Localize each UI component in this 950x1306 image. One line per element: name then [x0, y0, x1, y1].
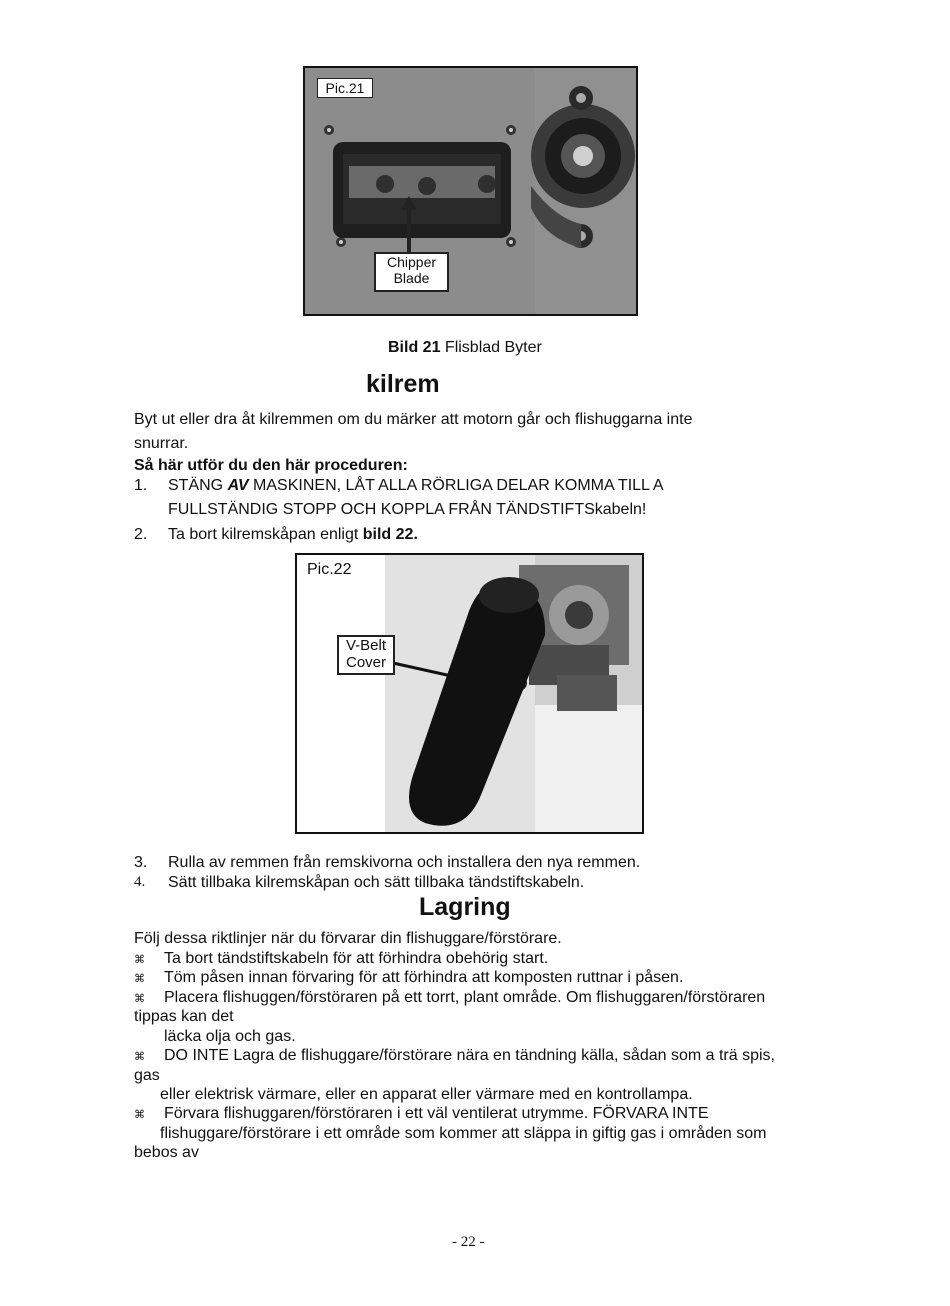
bullet-3-line-1: Placera flishuggen/förstöraren på ett torrt, plant område. Om flishuggaren/förstöraren: [164, 989, 766, 1006]
bullet-3-line-3: läcka olja och gas.: [164, 1028, 296, 1045]
storage-intro: Följ dessa riktlinjer när du förvarar din flishuggare/förstörare.: [134, 930, 562, 947]
step-3-text: Rulla av remmen från remskivorna och installera den nya remmen.: [168, 854, 641, 871]
bullet-1: Ta bort tändstiftskabeln för att förhindra obehörig start.: [164, 950, 549, 967]
step-4-text: Sätt tillbaka kilremskåpan och sätt tillbaka tändstiftskabeln.: [168, 874, 585, 891]
step-2-text: [168, 525, 418, 544]
page-number: - 22 -: [452, 1234, 485, 1250]
chipper-blade-callout: [374, 252, 449, 292]
intro-line-2: snurrar.: [134, 435, 189, 452]
bullet-4-line-3: eller elektrisk värmare, eller en apparat eller värmare med en kontrollampa.: [160, 1086, 693, 1103]
v-belt-cover-illustration: [297, 555, 642, 832]
step-1-number: 1.: [134, 477, 148, 494]
figure-21-tag: [317, 78, 373, 98]
step-2-number: 2.: [134, 526, 148, 543]
section-heading-kilrem: kilrem: [366, 370, 440, 398]
step-2-pre: Ta bort kilremskåpan enligt: [168, 526, 363, 543]
figure-22-tag: Pic.22: [307, 561, 352, 578]
bullet-command-icon: ⌘: [134, 992, 145, 1005]
intro-line-1: Byt ut eller dra åt kilremmen om du märker att motorn går och flishuggarna inte: [134, 411, 693, 428]
step-1-post: MASKINEN, LÅT ALLA RÖRLIGA DELAR KOMMA TILL A: [248, 477, 664, 494]
bullet-4-line-1: DO INTE Lagra de flishuggare/förstörare nära en tändning källa, sådan som a trä spis,: [164, 1047, 775, 1064]
bullet-5-line-2: flishuggare/förstörare i ett område som kommer att släppa in giftig gas i områden som: [160, 1125, 767, 1142]
step-1-text: [168, 476, 664, 495]
bullet-command-icon: ⌘: [134, 1108, 145, 1121]
bullet-command-icon: ⌘: [134, 1050, 145, 1063]
step-1-line-2: FULLSTÄNDIG STOPP OCH KOPPLA FRÅN TÄNDSTIFTSkabeln!: [168, 501, 647, 518]
caption-label: Bild 21: [388, 339, 441, 356]
figure-22-photo: [295, 553, 644, 834]
callout-line-1: V-Belt: [345, 637, 387, 654]
step-2-ref: bild 22.: [362, 526, 418, 543]
caption-text: Flisblad Byter: [440, 339, 542, 356]
step-3-number: 3.: [134, 854, 148, 871]
step-1-pre: STÄNG: [168, 477, 228, 494]
figure-21-tag-text: Pic.21: [325, 80, 365, 96]
bullet-2: Töm påsen innan förvaring för att förhindra att komposten ruttnar i påsen.: [164, 969, 684, 986]
bullet-5-line-1: Förvara flishuggaren/förstöraren i ett väl ventilerat utrymme. FÖRVARA INTE: [164, 1105, 709, 1122]
bullet-3-line-2: tippas kan det: [134, 1008, 234, 1025]
figure-21-photo: [303, 66, 638, 316]
bullet-5-line-3: bebos av: [134, 1144, 199, 1161]
bullet-command-icon: ⌘: [134, 953, 145, 966]
bullet-command-icon: ⌘: [134, 972, 145, 985]
figure-21-caption: [388, 338, 542, 357]
step-1-emphasis: AV: [227, 477, 249, 494]
chipper-blade-illustration: [305, 68, 636, 314]
callout-line-2: Blade: [393, 270, 430, 287]
bullet-4-line-2: gas: [134, 1067, 160, 1084]
callout-line-2: Cover: [345, 654, 386, 672]
step-4-number: 4.: [134, 874, 146, 890]
procedure-title: Så här utför du den här proceduren:: [134, 457, 408, 474]
v-belt-cover-callout: [337, 635, 395, 675]
callout-line-1: Chipper: [386, 254, 437, 270]
section-heading-lagring: Lagring: [419, 893, 511, 921]
